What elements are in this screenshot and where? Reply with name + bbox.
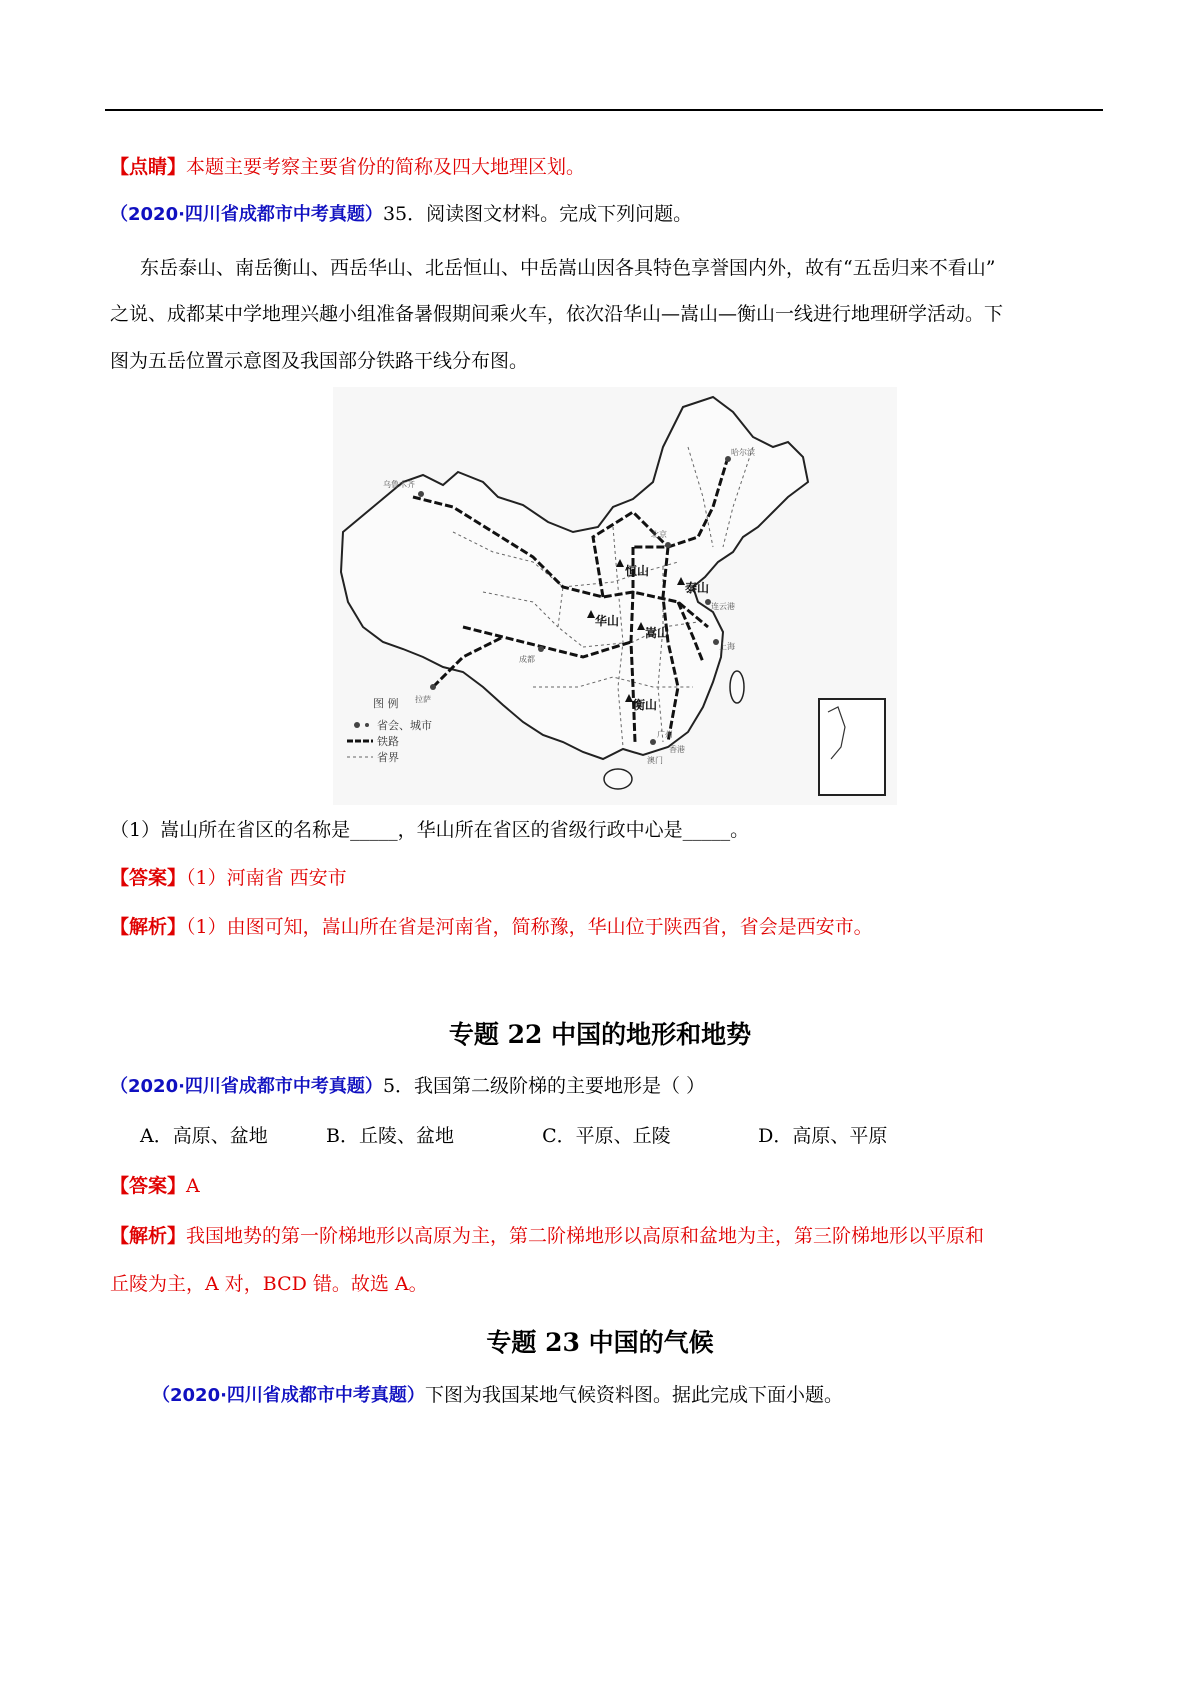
- topic22-stem: 5．我国第二级阶梯的主要地形是（ ）: [382, 1075, 706, 1097]
- option-b: B．丘陵、盆地: [326, 1125, 455, 1147]
- q35-analysis: （1）由图可知，嵩山所在省是河南省，简称豫，华山位于陕西省，省会是西安市。: [186, 916, 873, 938]
- topic22-analysis-line2: 丘陵为主，A 对，BCD 错。故选 A。: [110, 1273, 428, 1295]
- q35-para-line3: 图为五岳位置示意图及我国部分铁路干线分布图。: [110, 350, 529, 372]
- city-guangzhou: 广州: [657, 730, 673, 739]
- option-c: C．平原、丘陵: [542, 1125, 671, 1147]
- city-shanghai: 上海: [719, 642, 735, 651]
- topic22-heading: 专题 22 中国的地形和地势: [448, 1020, 752, 1049]
- q35-answer-line: [110, 864, 347, 892]
- q35-sub1: （1）嵩山所在省区的名称是_____，华山所在省区的省级行政中心是_____。: [110, 819, 750, 841]
- q35-para-line1: 东岳泰山、南岳衡山、西岳华山、北岳恒山、中岳嵩山因各具特色享誉国内外，故有“五岳归来不看山”: [140, 257, 996, 279]
- mountain-hengshan-south: 衡山: [633, 698, 658, 712]
- city-chengdu: 成都: [519, 655, 535, 664]
- topic22-answer: A: [186, 1175, 200, 1197]
- city-macau: 澳门: [647, 756, 663, 765]
- header-rule: [105, 109, 1103, 111]
- city-urumqi: 乌鲁木齐: [383, 480, 415, 489]
- topic22-analysis-line1: [110, 1222, 984, 1250]
- topic22-analysis-tag: 【解析】: [110, 1225, 187, 1247]
- topic22-answer-tag: 【答案】: [110, 1175, 187, 1197]
- q35-source: （2020·四川省成都市中考真题）: [110, 204, 383, 225]
- option-a: A．高原、盆地: [140, 1125, 268, 1147]
- topic22-options: [140, 1122, 887, 1150]
- city-lhasa: 拉萨: [415, 695, 431, 704]
- legend-item-railway: 铁路: [377, 735, 399, 748]
- city-hongkong: 香港: [669, 745, 685, 754]
- q35-analysis-line: [110, 913, 873, 941]
- dianjing-line: [110, 153, 585, 181]
- topic23-heading: 专题 23 中国的气候: [486, 1328, 714, 1357]
- legend-title: 图 例: [373, 697, 399, 710]
- q35-para-line2: 之说、成都某中学地理兴趣小组准备暑假期间乘火车，依次沿华山—嵩山—衡山一线进行地理研学活动。下: [110, 303, 1004, 325]
- city-harbin: 哈尔滨: [731, 448, 755, 457]
- q35-stem: 35．阅读图文材料。完成下列问题。: [382, 203, 693, 225]
- legend-item-city: 省会、城市: [377, 719, 432, 732]
- option-d: D．高原、平原: [758, 1125, 888, 1147]
- topic22-analysis-text1: 我国地势的第一阶梯地形以高原为主，第二阶梯地形以高原和盆地为主，第三阶梯地形以平原和: [186, 1225, 985, 1247]
- map-figure: [333, 387, 897, 805]
- dianjing-tag: 【点睛】: [110, 156, 187, 178]
- legend-item-boundary: 省界: [377, 751, 399, 764]
- q35-analysis-tag: 【解析】: [110, 916, 187, 938]
- q35-answer: （1）河南省 西安市: [186, 867, 347, 889]
- topic22-question-header: [110, 1072, 705, 1101]
- q35-header: [110, 200, 692, 229]
- topic22-source: （2020·四川省成都市中考真题）: [110, 1076, 383, 1097]
- mountain-huashan: 华山: [595, 614, 620, 628]
- topic23-stem: 下图为我国某地气候资料图。据此完成下面小题。: [424, 1384, 843, 1406]
- mountain-songshan: 嵩山: [645, 626, 670, 640]
- q35-answer-tag: 【答案】: [110, 867, 187, 889]
- china-railway-map: [333, 387, 897, 805]
- topic23-question-header: [152, 1381, 843, 1410]
- mountain-hengshan-north: 恒山: [625, 564, 650, 578]
- dianjing-text: 本题主要考察主要省份的简称及四大地理区划。: [186, 156, 586, 178]
- topic22-answer-line: [110, 1172, 200, 1200]
- topic23-source: （2020·四川省成都市中考真题）: [152, 1385, 425, 1406]
- city-beijing: 北京: [651, 530, 667, 539]
- city-lianyungang: 连云港: [711, 602, 735, 611]
- mountain-taishan: 泰山: [685, 581, 710, 595]
